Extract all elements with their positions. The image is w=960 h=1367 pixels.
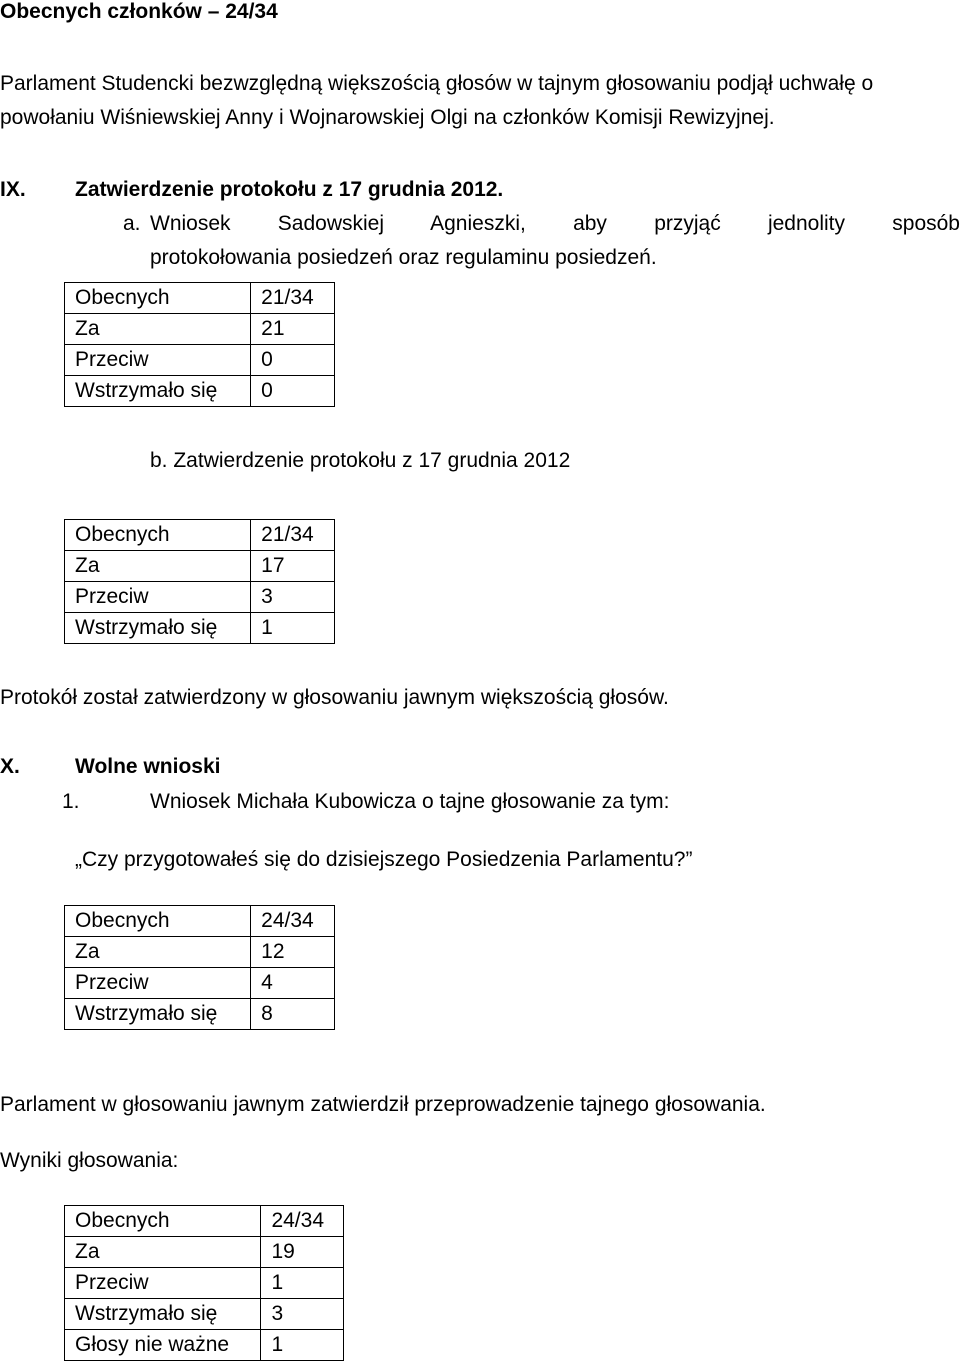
vote-value: 1 bbox=[261, 1268, 344, 1299]
vote-label: Przeciw bbox=[65, 968, 251, 999]
vote-row bbox=[65, 937, 335, 968]
section-x-number: X. bbox=[0, 755, 20, 778]
item-b-text: b. Zatwierdzenie protokołu z 17 grudnia 2012 bbox=[150, 449, 571, 472]
vote-label: Za bbox=[65, 1237, 261, 1268]
vote-row bbox=[65, 1237, 344, 1268]
vote-row bbox=[65, 345, 335, 376]
vote-label: Głosy nie ważne bbox=[65, 1330, 261, 1361]
vote-row bbox=[65, 582, 335, 613]
decision-text: Parlament w głosowaniu jawnym zatwierdził przeprowadzenie tajnego głosowania. bbox=[0, 1093, 766, 1116]
vote-table-2 bbox=[64, 1205, 344, 1361]
vote-label: Obecnych bbox=[65, 1206, 261, 1237]
vote-value: 21/34 bbox=[251, 520, 335, 551]
vote-label: Wstrzymało się bbox=[65, 376, 251, 407]
vote-label: Obecnych bbox=[65, 906, 251, 937]
item-1-text: Wniosek Michała Kubowicza o tajne głosowanie za tym: bbox=[150, 790, 670, 813]
vote-value: 17 bbox=[251, 551, 335, 582]
vote-value: 3 bbox=[261, 1299, 344, 1330]
vote-row bbox=[65, 1206, 344, 1237]
vote-value: 8 bbox=[251, 999, 335, 1030]
vote-label: Obecnych bbox=[65, 283, 251, 314]
protocol-result: Protokół został zatwierdzony w głosowaniu jawnym większością głosów. bbox=[0, 686, 669, 709]
item-a-line1: Wniosek Sadowskiej Agnieszki, aby przyjąć jednolity sposób bbox=[150, 212, 960, 235]
vote-value: 21 bbox=[251, 314, 335, 345]
vote-row bbox=[65, 551, 335, 582]
vote-value: 4 bbox=[251, 968, 335, 999]
item-1-number: 1. bbox=[62, 790, 80, 813]
vote-row bbox=[65, 376, 335, 407]
vote-row bbox=[65, 1268, 344, 1299]
vote-label: Za bbox=[65, 551, 251, 582]
vote-table-a bbox=[64, 282, 335, 407]
vote-label: Przeciw bbox=[65, 1268, 261, 1299]
vote-value: 1 bbox=[261, 1330, 344, 1361]
vote-value: 24/34 bbox=[251, 906, 335, 937]
section-ix-number: IX. bbox=[0, 178, 26, 201]
vote-label: Obecnych bbox=[65, 520, 251, 551]
vote-row bbox=[65, 1299, 344, 1330]
item-a-line2: protokołowania posiedzeń oraz regulaminu posiedzeń. bbox=[150, 246, 657, 269]
section-ix-title: Zatwierdzenie protokołu z 17 grudnia 2012. bbox=[75, 178, 504, 201]
present-members-header: Obecnych członków – 24/34 bbox=[0, 0, 278, 23]
vote-value: 12 bbox=[251, 937, 335, 968]
vote-row bbox=[65, 283, 335, 314]
vote-row bbox=[65, 999, 335, 1030]
vote-label: Wstrzymało się bbox=[65, 1299, 261, 1330]
vote-value: 0 bbox=[251, 345, 335, 376]
vote-label: Przeciw bbox=[65, 345, 251, 376]
vote-value: 19 bbox=[261, 1237, 344, 1268]
vote-value: 24/34 bbox=[261, 1206, 344, 1237]
vote-row bbox=[65, 968, 335, 999]
resolution-paragraph: Parlament Studencki bezwzględną większością głosów w tajnym głosowaniu podjął uchwałę o powołaniu Wiśniewskiej Anny i Wojnarowskiej Olgi na członków Komisji Rewizyjnej. bbox=[0, 72, 874, 129]
results-label: Wyniki głosowania: bbox=[0, 1149, 179, 1172]
vote-value: 0 bbox=[251, 376, 335, 407]
vote-row bbox=[65, 1330, 344, 1361]
vote-label: Przeciw bbox=[65, 582, 251, 613]
vote-row bbox=[65, 613, 335, 644]
vote-label: Wstrzymało się bbox=[65, 999, 251, 1030]
item-a-letter: a. bbox=[123, 212, 141, 235]
vote-row bbox=[65, 314, 335, 345]
vote-row bbox=[65, 906, 335, 937]
vote-label: Wstrzymało się bbox=[65, 613, 251, 644]
vote-table-1 bbox=[64, 905, 335, 1030]
vote-table-b bbox=[64, 519, 335, 644]
vote-label: Za bbox=[65, 937, 251, 968]
question-text: „Czy przygotowałeś się do dzisiejszego Posiedzenia Parlamentu?” bbox=[75, 848, 693, 871]
vote-value: 21/34 bbox=[251, 283, 335, 314]
vote-row bbox=[65, 520, 335, 551]
vote-value: 1 bbox=[251, 613, 335, 644]
vote-label: Za bbox=[65, 314, 251, 345]
section-x-title: Wolne wnioski bbox=[75, 755, 221, 778]
vote-value: 3 bbox=[251, 582, 335, 613]
